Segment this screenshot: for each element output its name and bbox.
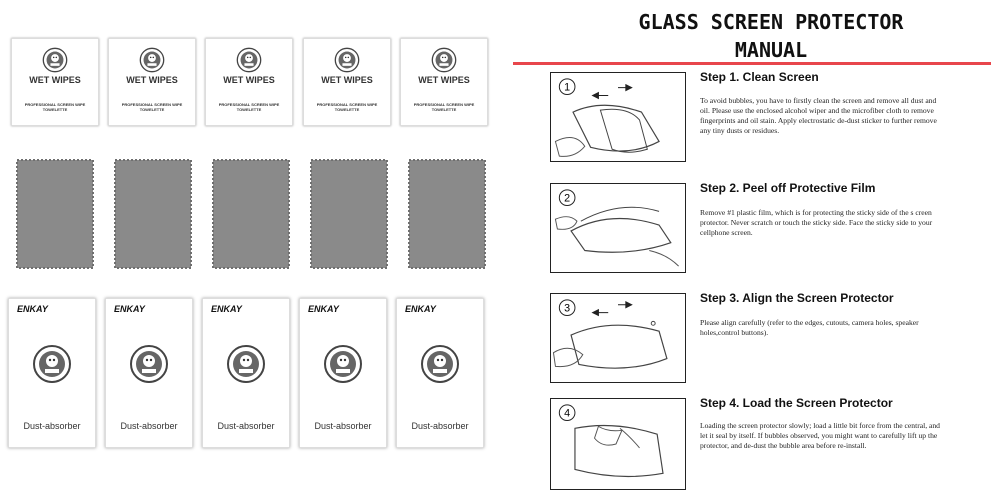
absorber-label: Dust-absorber: [217, 421, 275, 431]
dust-absorber-sticker: [299, 298, 387, 448]
mascot-logo-icon: [139, 47, 165, 73]
wipe-title: WET WIPES: [126, 75, 178, 85]
brand-label: ENKAY: [17, 304, 48, 314]
mascot-logo-icon: [236, 47, 262, 73]
wipe-title: WET WIPES: [321, 75, 373, 85]
step-illustration-clean: [550, 72, 686, 162]
wet-wipe-packet: [11, 38, 99, 126]
mascot-logo-icon: [129, 344, 169, 384]
step-description: Please align carefully (refer to the edges, cutouts, camera holes, speaker holes,control buttons).: [700, 318, 919, 337]
wet-wipe-packet: [303, 38, 391, 126]
absorber-label: Dust-absorber: [314, 421, 372, 431]
absorber-label: Dust-absorber: [120, 421, 178, 431]
brand-label: ENKAY: [308, 304, 339, 314]
step-description: Remove #1 plastic film, which is for protecting the sticky side of the s creen protector. Never scratch or touch the sticky side. Face the sticky side to your cellphone screen.: [700, 208, 933, 237]
step-illustration-peel: [550, 183, 686, 273]
title-underline: [513, 62, 991, 65]
step-description: Loading the screen protector slowly; load a little bit force from the central, and let it seal by itself. If bubbles observed, you might want to carefully lift up the protector, and de-dust the bubble area before re-install.: [700, 421, 940, 450]
step-title: Step 2. Peel off Protective Film: [700, 181, 876, 195]
wipe-title: WET WIPES: [29, 75, 81, 85]
absorber-label: Dust-absorber: [411, 421, 469, 431]
mascot-logo-icon: [42, 47, 68, 73]
microfiber-cloth: [309, 158, 389, 270]
wipe-title: WET WIPES: [418, 75, 470, 85]
wipe-subtitle: PROFESSIONAL SCREEN WIPE TOWELETTE: [413, 102, 475, 112]
dust-absorber-sticker: [8, 298, 96, 448]
brand-label: ENKAY: [114, 304, 145, 314]
wet-wipe-packet: [205, 38, 293, 126]
step-title: Step 4. Load the Screen Protector: [700, 396, 893, 410]
microfiber-cloth: [113, 158, 193, 270]
step-number-badge: 2: [564, 192, 571, 205]
manual-subtitle: MANUAL: [734, 38, 808, 62]
microfiber-cloth: [407, 158, 487, 270]
step-number-badge: 4: [564, 407, 571, 420]
microfiber-cloth: [15, 158, 95, 270]
mascot-logo-icon: [32, 344, 72, 384]
wipe-subtitle: PROFESSIONAL SCREEN WIPE TOWELETTE: [24, 102, 86, 112]
step-illustration-align: [550, 293, 686, 383]
mascot-logo-icon: [431, 47, 457, 73]
step-title: Step 3. Align the Screen Protector: [700, 291, 894, 305]
wipe-title: WET WIPES: [223, 75, 275, 85]
manual-title: GLASS SCREEN PROTECTOR: [638, 10, 904, 34]
mascot-logo-icon: [420, 344, 460, 384]
step-number-badge: 3: [564, 302, 571, 315]
dust-absorber-sticker: [105, 298, 193, 448]
step-illustration-load: [550, 398, 686, 490]
wipe-subtitle: PROFESSIONAL SCREEN WIPE TOWELETTE: [121, 102, 183, 112]
mascot-logo-icon: [323, 344, 363, 384]
mascot-logo-icon: [334, 47, 360, 73]
wet-wipe-packet: [400, 38, 488, 126]
microfiber-cloth: [211, 158, 291, 270]
absorber-label: Dust-absorber: [23, 421, 81, 431]
brand-label: ENKAY: [405, 304, 436, 314]
wet-wipe-packet: [108, 38, 196, 126]
step-number-badge: 1: [564, 81, 571, 94]
mascot-logo-icon: [226, 344, 266, 384]
step-title: Step 1. Clean Screen: [700, 70, 819, 84]
wipe-subtitle: PROFESSIONAL SCREEN WIPE TOWELETTE: [218, 102, 280, 112]
dust-absorber-sticker: [396, 298, 484, 448]
wipe-subtitle: PROFESSIONAL SCREEN WIPE TOWELETTE: [316, 102, 378, 112]
step-description: To avoid bubbles, you have to firstly clean the screen and remove all dust and oil. Please use the enclosed alcohol wiper and the microfiber cloth to remove fingerprints and oil stain. Apply electrostatic de-dust sticker to further remove any tiny dusts or residues.: [700, 96, 937, 135]
dust-absorber-sticker: [202, 298, 290, 448]
brand-label: ENKAY: [211, 304, 242, 314]
